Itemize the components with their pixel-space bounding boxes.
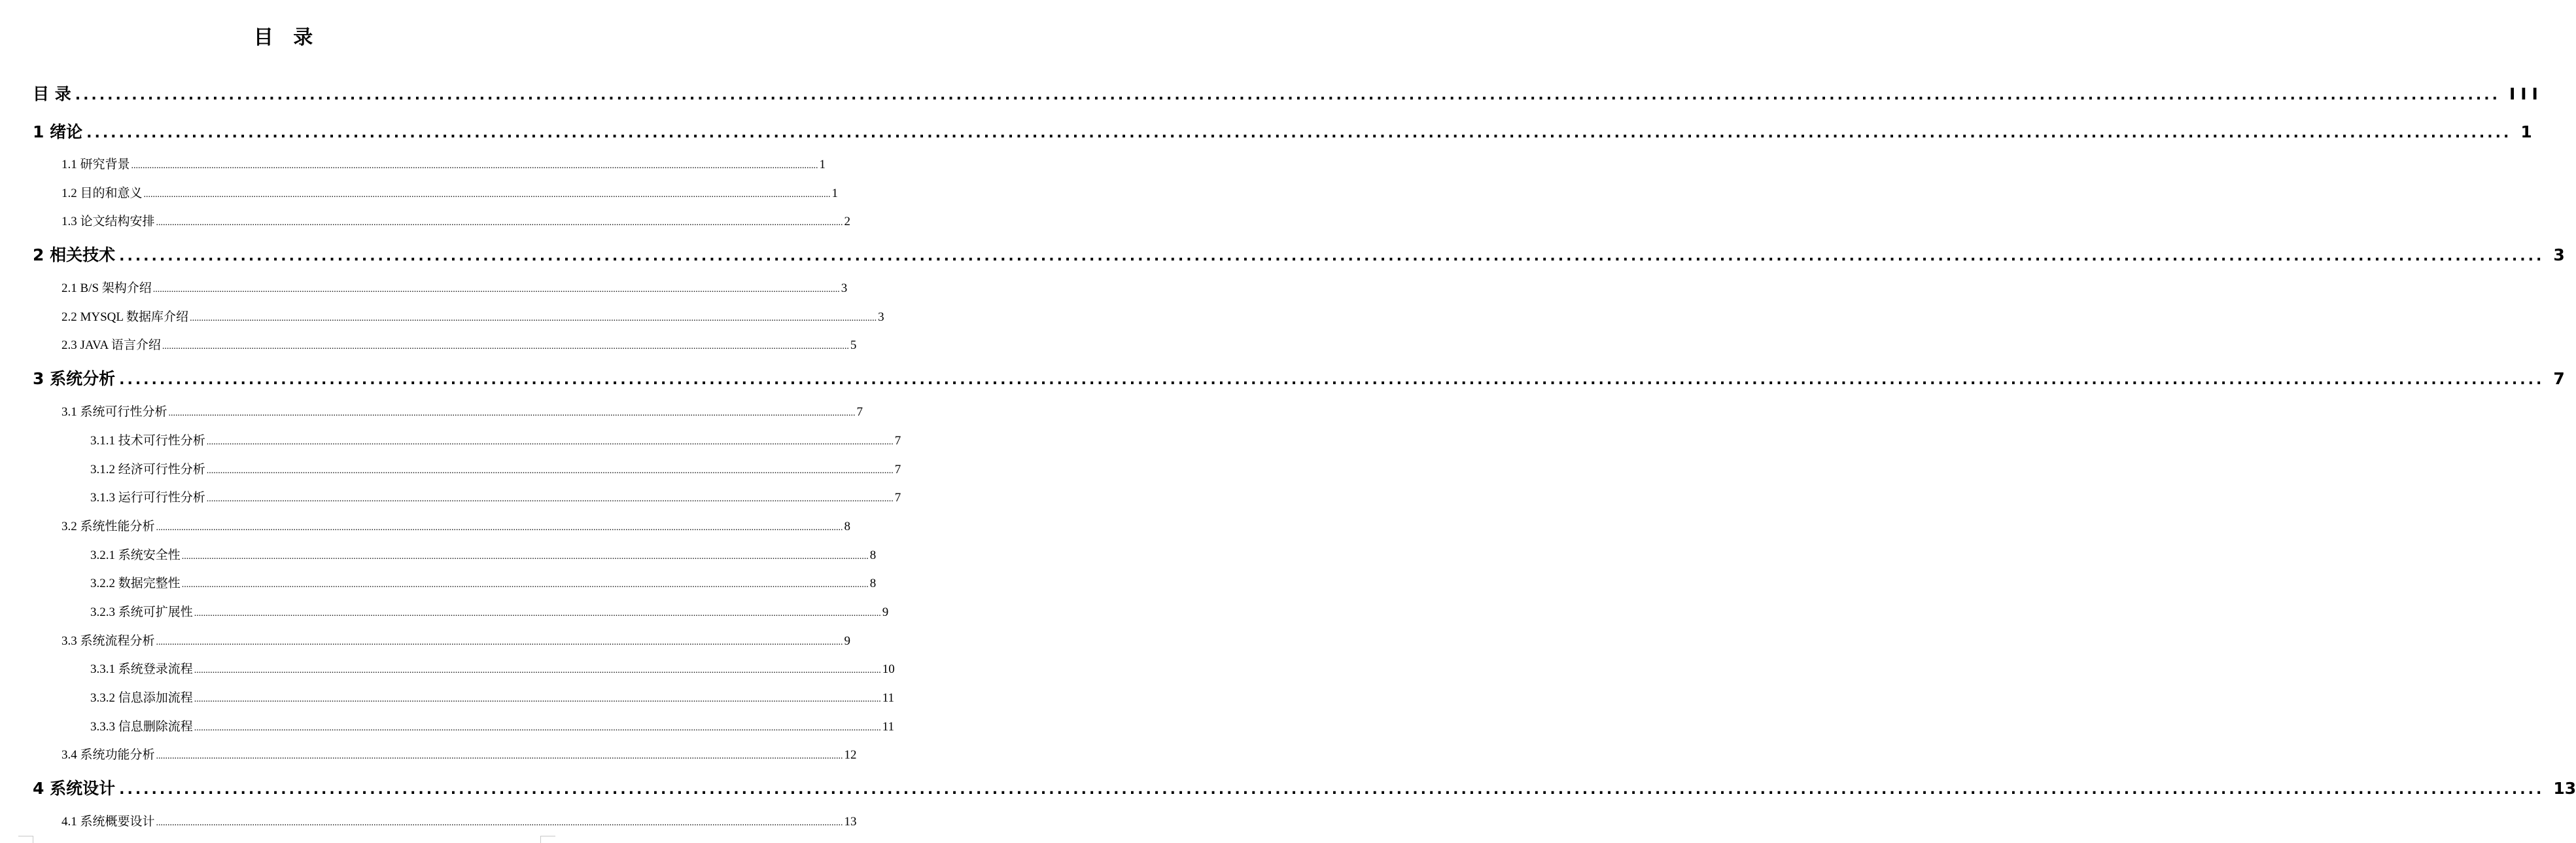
toc-page-number: 10 (882, 662, 895, 676)
toc-entry-text: 2.1 B/S 架构介绍 (61, 281, 152, 295)
dot-leader: ............................................................................................................................................................................................................................................................................................................ (156, 218, 843, 228)
dot-leader: ............................................................................................................................................................................................................................................................................................................ (181, 552, 869, 562)
toc-page-number: 7 (894, 434, 901, 448)
toc-entry-text: 3 系统分析 (33, 369, 116, 388)
toc-entry-text: 目 录 (33, 84, 71, 103)
toc-entry-text: 1 绪论 (33, 122, 83, 141)
toc-entry-text: 4.1 系统概要设计 (61, 815, 155, 829)
page-corner-mark-right (540, 836, 555, 843)
toc-page-number: 8 (869, 548, 877, 562)
dot-leader: ............................................................................................................................................................................................................................................................................................................ (194, 723, 881, 733)
toc-entry-contents[interactable] (33, 82, 2543, 106)
page-corner-mark-left (18, 836, 33, 843)
toc-entry-chapter-4[interactable] (33, 777, 2576, 800)
toc-entry-text: 1.1 研究背景 (61, 158, 130, 171)
dot-leader: ............................................................................................................................................................................................................................................................................................................ (194, 666, 881, 675)
toc-entry-3-2-2[interactable] (90, 575, 877, 592)
dot-leader: ............................................................................................................................................................................................................................................................................................................ (194, 694, 881, 704)
toc-entry-text: 3.1.1 技术可行性分析 (90, 434, 205, 448)
toc-page-number: 9 (844, 634, 851, 648)
toc-entry-text: 3.2.1 系统安全性 (90, 548, 181, 562)
dot-leader: ............................................................................................................................................................................................................................................................................................................ (131, 161, 818, 171)
dot-leader: ............................................................................................................................................................................................................................................................................................................ (152, 285, 840, 295)
toc-page-number: 8 (869, 577, 877, 590)
toc-entry-2-1[interactable] (61, 280, 848, 297)
toc-entry-text: 3.3 系统流程分析 (61, 634, 155, 648)
toc-entry-chapter-1[interactable] (33, 120, 2532, 144)
dot-leader: ............................................................................................................................................................................................................................................................................................................ (156, 818, 843, 828)
toc-entry-3-3-2[interactable] (90, 690, 895, 707)
toc-page-number: 1 (831, 187, 839, 200)
toc-page-number: 13 (844, 815, 857, 829)
toc-entry-3-2-3[interactable] (90, 604, 889, 621)
toc-page-number: 3 (2553, 245, 2565, 264)
toc-page-number: 7 (2553, 369, 2565, 388)
toc-page-number: 2 (844, 215, 851, 228)
dot-leader: ............................................................................................................................................................................................................................................................................................................ (143, 190, 831, 200)
toc-entry-text: 2.2 MYSQL 数据库介绍 (61, 310, 189, 324)
dot-leader: ............................................................................................................................................................................................................................................................................................................ (75, 87, 2500, 103)
toc-entry-1-1[interactable] (61, 156, 826, 173)
toc-entry-text: 1.2 目的和意义 (61, 187, 143, 200)
toc-page-number: 12 (844, 748, 857, 762)
toc-entry-text: 3.3.1 系统登录流程 (90, 662, 193, 676)
dot-leader: ............................................................................................................................................................................................................................................................................................................ (119, 248, 2545, 264)
toc-entry-2-2[interactable] (61, 309, 884, 326)
toc-entry-text: 3.1.2 经济可行性分析 (90, 463, 205, 476)
toc-page-number: 8 (844, 520, 851, 533)
toc-entry-3-3[interactable] (61, 633, 851, 650)
dot-leader: ............................................................................................................................................................................................................................................................................................................ (194, 609, 881, 619)
dot-leader: ............................................................................................................................................................................................................................................................................................................ (206, 466, 894, 476)
toc-page-number: 5 (850, 338, 857, 352)
dot-leader: ............................................................................................................................................................................................................................................................................................................ (206, 494, 894, 504)
toc-page-number: 13 (2553, 779, 2576, 798)
toc-entry-3-1-1[interactable] (90, 433, 901, 450)
toc-entry-text: 3.1 系统可行性分析 (61, 405, 167, 419)
dot-leader: ............................................................................................................................................................................................................................................................................................................ (168, 408, 856, 418)
page-title: 目 录 (253, 26, 320, 49)
toc-entry-text: 2.3 JAVA 语言介绍 (61, 338, 161, 352)
toc-entry-3-1-3[interactable] (90, 490, 901, 507)
toc-entry-1-3[interactable] (61, 213, 851, 230)
toc-entry-3-2[interactable] (61, 518, 851, 535)
toc-entry-chapter-3[interactable] (33, 367, 2565, 391)
toc-page-number: 11 (882, 720, 895, 734)
toc-entry-text: 3.2.2 数据完整性 (90, 577, 181, 590)
toc-page-number: 3 (841, 281, 848, 295)
toc-entry-text: 3.2 系统性能分析 (61, 520, 155, 533)
toc-entry-2-3[interactable] (61, 337, 857, 354)
toc-page-number: 1 (2520, 122, 2532, 141)
dot-leader: ............................................................................................................................................................................................................................................................................................................ (119, 372, 2545, 388)
dot-leader: ............................................................................................................................................................................................................................................................................................................ (190, 314, 877, 323)
dot-leader: ............................................................................................................................................................................................................................................................................................................ (86, 125, 2512, 141)
toc-entry-text: 3.3.3 信息删除流程 (90, 720, 193, 734)
toc-page-number: 1 (819, 158, 826, 171)
toc-entry-text: 2 相关技术 (33, 245, 116, 264)
toc-entry-text: 3.3.2 信息添加流程 (90, 691, 193, 705)
dot-leader: ............................................................................................................................................................................................................................................................................................................ (156, 751, 843, 761)
dot-leader: ............................................................................................................................................................................................................................................................................................................ (206, 437, 894, 447)
toc-page-number: 7 (894, 491, 901, 505)
toc-entry-text: 3.2.3 系统可扩展性 (90, 605, 193, 619)
toc-entry-3-4[interactable] (61, 747, 857, 764)
toc-page-number: 7 (856, 405, 863, 419)
toc-entry-3-1[interactable] (61, 404, 863, 421)
toc-entry-3-3-3[interactable] (90, 719, 895, 736)
toc-entry-4-1[interactable] (61, 814, 857, 831)
dot-leader: ............................................................................................................................................................................................................................................................................................................ (156, 523, 843, 533)
dot-leader: ............................................................................................................................................................................................................................................................................................................ (119, 781, 2545, 798)
toc-entry-text: 1.3 论文结构安排 (61, 215, 155, 228)
toc-entry-3-3-1[interactable] (90, 661, 895, 678)
toc-entry-1-2[interactable] (61, 185, 839, 202)
dot-leader: ............................................................................................................................................................................................................................................................................................................ (162, 342, 849, 351)
toc-page-number: 9 (882, 605, 889, 619)
dot-leader: ............................................................................................................................................................................................................................................................................................................ (156, 637, 843, 647)
toc-page-number: 3 (878, 310, 884, 324)
toc-entry-3-1-2[interactable] (90, 461, 901, 478)
toc-page-number: 11 (882, 691, 895, 705)
toc-entry-text: 3.4 系统功能分析 (61, 748, 155, 762)
toc-entry-chapter-2[interactable] (33, 243, 2565, 267)
toc-entry-text: 3.1.3 运行可行性分析 (90, 491, 205, 505)
toc-page-number: III (2509, 84, 2543, 103)
toc-page-number: 7 (894, 463, 901, 476)
toc-entry-text: 4 系统设计 (33, 779, 116, 798)
toc-entry-3-2-1[interactable] (90, 547, 877, 564)
dot-leader: ............................................................................................................................................................................................................................................................................................................ (181, 580, 869, 590)
